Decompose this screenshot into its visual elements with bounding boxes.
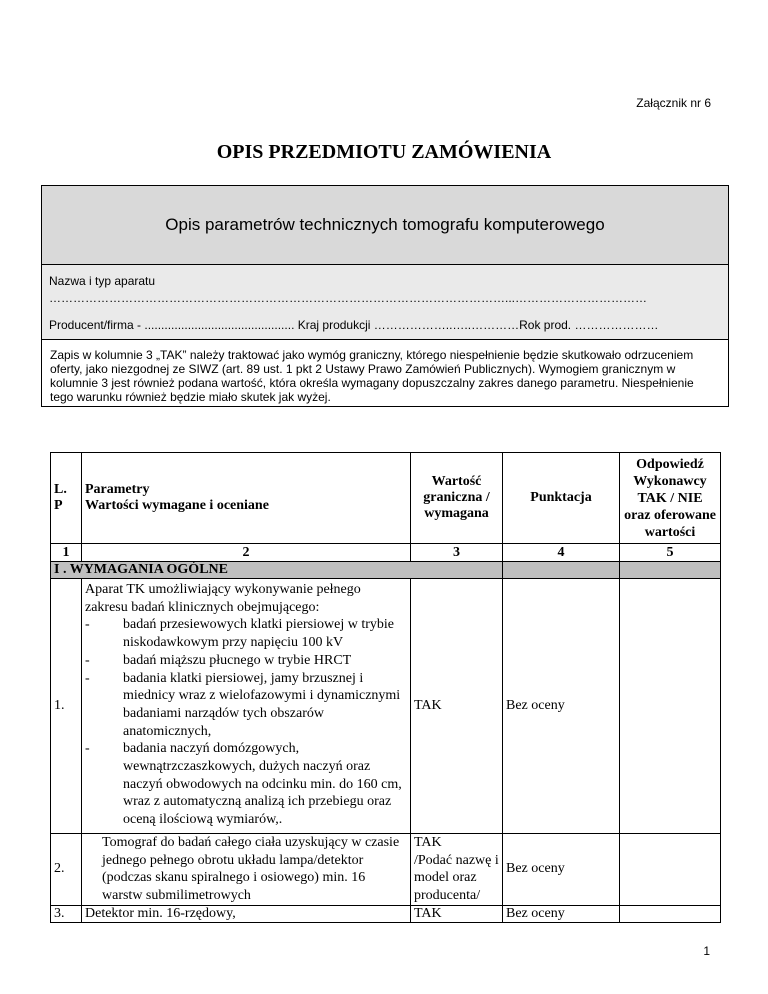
header-score-text: Punktacja bbox=[530, 490, 592, 505]
section-filler bbox=[620, 562, 721, 579]
row-answer[interactable] bbox=[620, 905, 721, 922]
row-lp: 2. bbox=[51, 833, 82, 905]
row-score: Bez oceny bbox=[503, 833, 620, 905]
row-score: Bez oceny bbox=[503, 579, 620, 834]
table-row bbox=[51, 905, 721, 922]
header-params bbox=[82, 453, 411, 544]
row-param: Detektor min. 16-rzędowy, bbox=[82, 905, 411, 922]
section-filler bbox=[503, 562, 620, 579]
header-lp bbox=[51, 453, 82, 544]
list-dash: - bbox=[85, 670, 90, 686]
list-item bbox=[85, 740, 407, 829]
list-dash: - bbox=[85, 741, 90, 757]
table-row bbox=[51, 579, 721, 834]
header-answer bbox=[620, 453, 721, 544]
document-title: OPIS PRZEDMIOTU ZAMÓWIENIA bbox=[216, 141, 552, 163]
list-item-text: badań miąższu płucnego w trybie HRCT bbox=[123, 652, 352, 668]
row-param: Tomograf do badań całego ciała uzyskujący w czasie jednego pełnego obrotu układu lampa/detektor (podczas skanu spiralnego i osiowego) min. 16 warstw submilimetrowych bbox=[82, 833, 411, 905]
header-answer-text: Odpowiedź Wykonawcy TAK / NIE oraz oferowane wartości bbox=[624, 456, 716, 540]
page-number: 1 bbox=[703, 944, 710, 958]
column-number: 3 bbox=[411, 544, 503, 562]
producer-line: Producent/firma - ............................................. Kraj produkcji ………………..…..…………Rok prod. ………………… bbox=[49, 318, 659, 332]
row-answer[interactable] bbox=[620, 579, 721, 834]
header-row bbox=[51, 453, 721, 544]
row-answer[interactable] bbox=[620, 833, 721, 905]
section-row bbox=[51, 562, 721, 579]
header-score bbox=[503, 453, 620, 544]
section-title: I . WYMAGANIA OGÓLNE bbox=[51, 562, 503, 579]
info-box bbox=[41, 185, 729, 407]
column-number-row bbox=[51, 544, 721, 562]
column-number: 1 bbox=[51, 544, 82, 562]
list-dash: - bbox=[85, 617, 90, 633]
list-item-text: badania klatki piersiowej, jamy brzusznej i miednicy wraz z wielofazowymi i dynamicznymi badaniami narządów tych obszarów anatomicznych, bbox=[123, 670, 401, 739]
row-threshold: TAK /Podać nazwę i model oraz producenta/ bbox=[411, 833, 503, 905]
column-number: 4 bbox=[503, 544, 620, 562]
list-item bbox=[85, 616, 407, 651]
header-threshold-text: Wartość graniczna / wymagana bbox=[423, 474, 490, 521]
column-number: 2 bbox=[82, 544, 411, 562]
column-number: 5 bbox=[620, 544, 721, 562]
list-item bbox=[85, 670, 407, 741]
requirements-note: Zapis w kolumnie 3 „TAK” należy traktować jako wymóg graniczny, którego niespełnienie będzie skutkowało odrzuceniem oferty, jako niezgodnej ze SIWZ (art. 89 ust. 1 pkt 2 Ustawy Prawo Zamówień Publicznych). Wymogiem granicznym w kolumnie 3 jest również podana wartość, która określa wymagany dopuszczalny zakres danego parametru. Niespełnienie tego warunku również będzie miało skutek jak wyżej. bbox=[50, 348, 694, 404]
table-row bbox=[51, 833, 721, 905]
row-threshold: TAK bbox=[411, 905, 503, 922]
row-score: Bez oceny bbox=[503, 905, 620, 922]
list-item bbox=[85, 652, 407, 670]
header-lp-text: L. P bbox=[54, 482, 67, 513]
row-threshold: TAK bbox=[411, 579, 503, 834]
device-name-dots: ……………………………………………………………………………………………………...…………………………… bbox=[49, 291, 648, 305]
header-threshold bbox=[411, 453, 503, 544]
row-param-intro: Aparat TK umożliwiający wykonywanie pełnego zakresu badań klinicznych obejmującego: bbox=[85, 582, 361, 615]
device-name-label: Nazwa i typ aparatu bbox=[49, 274, 156, 288]
list-dash: - bbox=[85, 652, 90, 668]
header-params-text: Parametry Wartości wymagane i oceniane bbox=[85, 482, 269, 513]
row-param bbox=[82, 579, 411, 834]
list-item-text: badania naczyń domózgowych, wewnątrzczaszkowych, dużych naczyń oraz naczyń obwodowych na odcinku min. do 160 cm, wraz z automatyczną analizą ich przebiegu oraz oceną ilościową wymiarów,. bbox=[123, 741, 402, 828]
list-item-text: badań przesiewowych klatki piersiowej w trybie niskodawkowym przy napięciu 100 kV bbox=[123, 617, 394, 651]
attachment-label: Załącznik nr 6 bbox=[636, 96, 711, 110]
row-lp: 1. bbox=[51, 579, 82, 834]
specification-table bbox=[50, 452, 721, 923]
info-box-header: Opis parametrów technicznych tomografu komputerowego bbox=[42, 186, 728, 265]
row-lp: 3. bbox=[51, 905, 82, 922]
device-fields bbox=[42, 265, 728, 340]
